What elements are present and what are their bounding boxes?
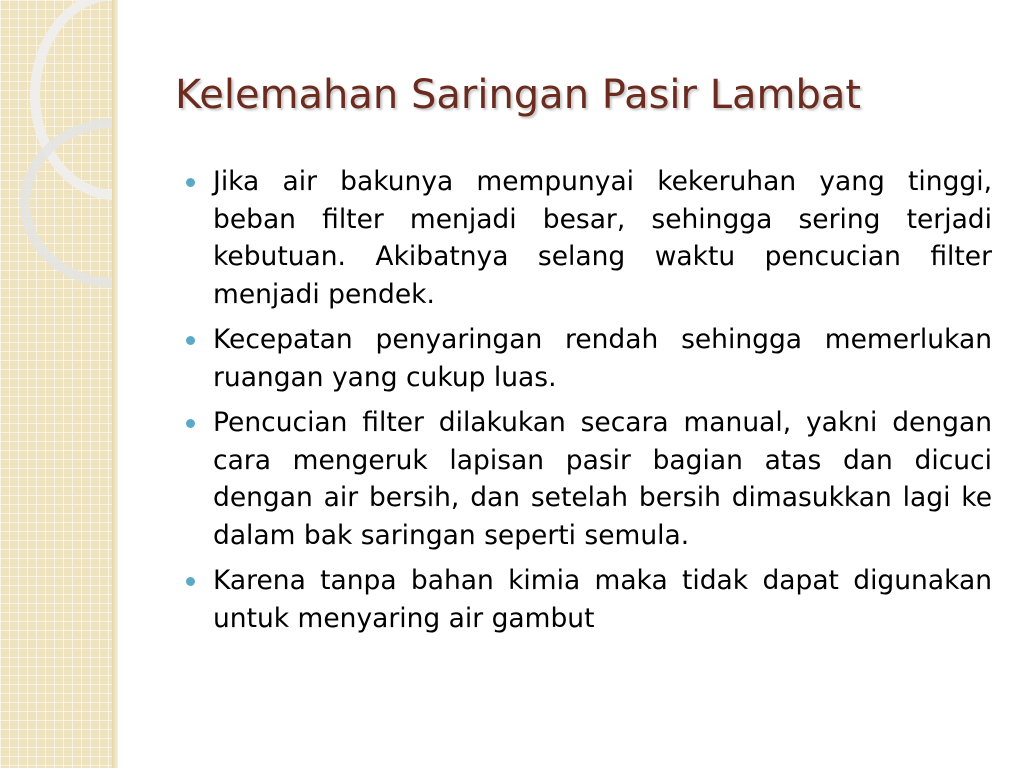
bullet-item (186, 562, 992, 637)
bullet-item (186, 404, 992, 554)
side-panel-edge (112, 0, 118, 768)
slide-title: Kelemahan Saringan Pasir Lambat (175, 72, 862, 118)
decorative-side-panel (0, 0, 112, 768)
bullet-dot-icon (186, 419, 195, 428)
bullet-dot-icon (186, 336, 195, 345)
bullet-dot-icon (186, 577, 195, 586)
bullet-text: Pencucian filter dilakukan secara manual, yakni dengan cara mengeruk lapisan pasir bagian atas dan dicuci dengan air bersih, dan setelah bersih dimasukkan lagi ke dalam bak saringan seperti semula. (213, 407, 992, 551)
bullet-dot-icon (186, 178, 195, 187)
bullet-text: Kecepatan penyaringan rendah sehingga memerlukan ruangan yang cukup luas. (213, 324, 992, 393)
bullet-item (186, 321, 992, 396)
bullet-item (186, 163, 992, 313)
bullet-text: Karena tanpa bahan kimia maka tidak dapat digunakan untuk menyaring air gambut (213, 565, 992, 634)
bullet-list (186, 163, 992, 645)
bullet-text: Jika air bakunya mempunyai kekeruhan yang tinggi, beban filter menjadi besar, sehingga sering terjadi kebutuan. Akibatnya selang waktu pencucian filter menjadi pendek. (213, 166, 992, 310)
